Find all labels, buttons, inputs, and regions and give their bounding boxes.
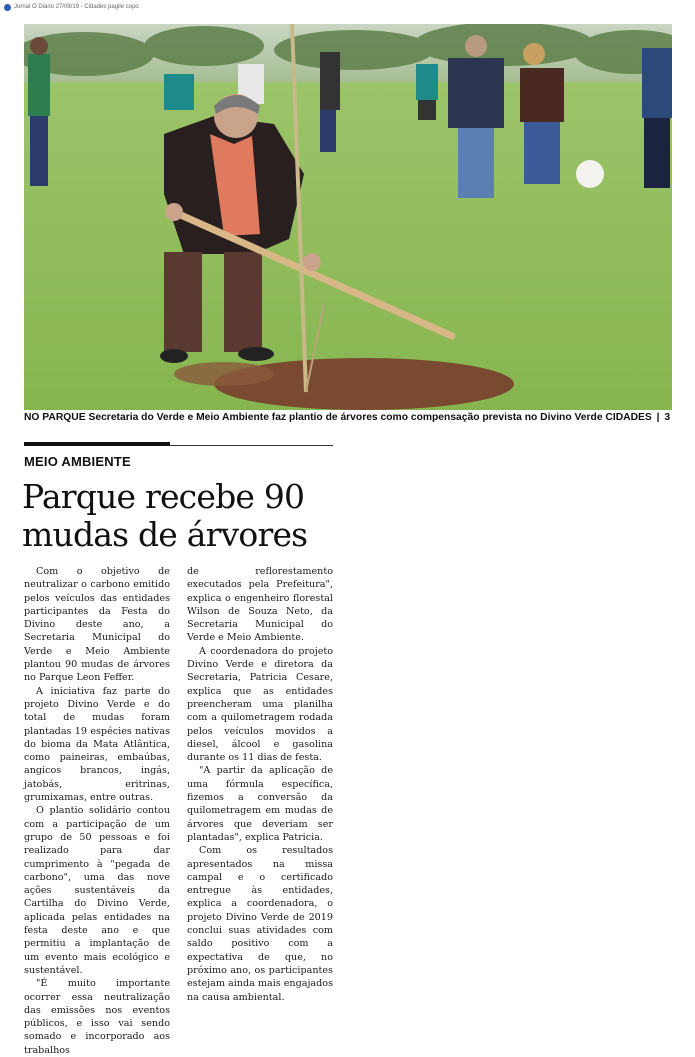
section-label: MEIO AMBIENTE — [24, 454, 131, 469]
caption-section-ref: CIDADES — [605, 412, 652, 423]
paragraph: O plantio solidário contou com a participação de um grupo de 50 pessoas e foi realizado para dar cumprimento à "pegada de carbono", uma das nove ações sustentáveis da Cartilha do Divino Verde, aplicada pelas entidades na festa deste ano e que permitiu a implantação de um evento mais ecológico e sustentável. — [24, 805, 170, 976]
caption-tag: NO PARQUE — [24, 412, 86, 423]
paragraph-continued: de reflorestamento executados pela Prefeitura", explica o engenheiro florestal Wilson de Souza Neto, da Secretaria Municipal do Verde e Meio Ambiente. — [187, 566, 333, 644]
photo-planting-trees-icon — [24, 24, 672, 410]
caption-page-ref: 3 — [664, 412, 671, 423]
article-column-2 — [187, 565, 333, 1004]
section-rule-thin — [170, 445, 333, 446]
caption-text: Secretaria do Verde e Meio Ambiente faz plantio de árvores como compensação prevista no Divino Verde — [88, 412, 603, 423]
paragraph: Com o objetivo de neutralizar o carbono emitido pelos veículos das entidades participantes da Festa do Divino deste ano, a Secretaria Municipal do Verde e Meio Ambiente plantou 90 mudas de árvores no Parque Leon Feffer. — [24, 566, 170, 684]
paragraph: "A partir da aplicação de uma fórmula específica, fizemos a conversão da quilometragem em mudas de árvores que deveriam ser plantadas", explica Patricia. — [187, 765, 333, 843]
paragraph: A coordenadora do projeto Divino Verde e diretora da Secretaria, Patricia Cesare, explica que as entidades preencheram uma planilha com a quilometragem rodada pelos veículos movidos a diesel, álcool e gasolina durante os 11 dias de festa. — [187, 645, 333, 764]
paragraph: Com os resultados apresentados na missa campal e o certificado entregue às entidades, explica a coordenadora, o projeto Divino Verde de 2019 conclui suas atividades com saldo positivo com a expectativa de que, no próximo ano, os participantes estejam ainda mais engajados na causa ambiental. — [187, 845, 333, 1003]
print-header — [4, 2, 139, 12]
print-header-text: Jornal O Diário 27/08/19 - Cidades pagile copo — [14, 4, 139, 10]
paragraph: A iniciativa faz parte do projeto Divino Verde e do total de mudas foram plantadas 19 espécies nativas do bioma da Mata Atlântica, como paineiras, embaúbas, angicos brancos, ingás, jatobás, eritrinas, grumixamas, entre outras. — [24, 685, 170, 804]
article-headline: Parque recebe 90 mudas de árvores — [22, 477, 308, 554]
section-rule-thick — [24, 442, 170, 446]
photo-caption — [24, 411, 684, 425]
newspaper-logo-icon — [4, 4, 11, 11]
article-photo — [24, 24, 672, 410]
paragraph: "É muito importante ocorrer essa neutralização das emissões nos eventos públicos, e isso vai sendo somado e incorporado aos trabalhos — [24, 978, 170, 1056]
caption-ref-separator: | — [656, 412, 660, 423]
article-column-1 — [24, 565, 170, 1057]
